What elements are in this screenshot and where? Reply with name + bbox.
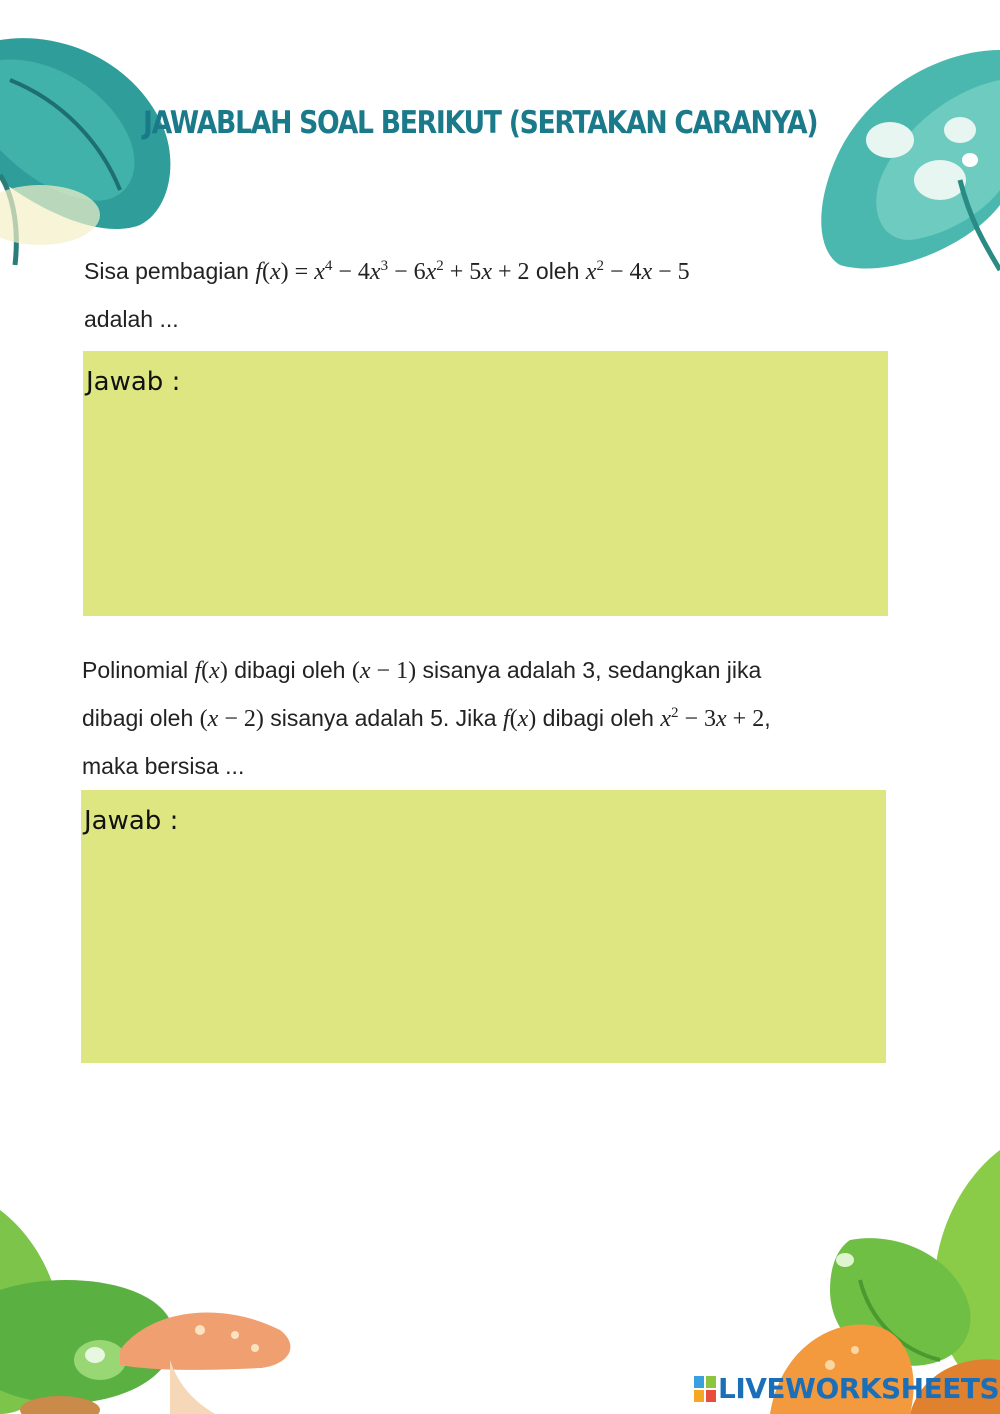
- question-2-text-f: dibagi oleh: [536, 705, 661, 731]
- question-2-text-a: Polinomial: [82, 657, 195, 683]
- question-2-line-1: [82, 647, 932, 695]
- liveworksheets-brand[interactable]: [694, 1372, 999, 1405]
- answer-box-2[interactable]: [81, 790, 886, 1063]
- question-2-text-b: dibagi oleh: [227, 657, 352, 683]
- question-2-text-d: dibagi oleh: [82, 705, 200, 731]
- question-2-divisor-1: (x − 1): [351, 658, 417, 684]
- answer-box-1[interactable]: [83, 351, 888, 616]
- question-2-text-c: sisanya adalah 3, sedangkan jika: [416, 657, 762, 683]
- question-1: [84, 248, 904, 343]
- question-2-divisor-3: $x^2 - 3x + 2$: [660, 705, 765, 732]
- question-1-polynomial: $f(x) = x^4 - 4x^3 - 6x^2 + 5x + 2$: [255, 258, 530, 285]
- question-2-line-2: [82, 695, 932, 743]
- question-1-text-b: oleh: [529, 258, 586, 284]
- answer-1-label: Jawab :: [86, 367, 181, 397]
- question-1-divisor: $x^2 - 4x - 5$: [585, 258, 690, 285]
- mushroom-bottom-left-decoration: [0, 1200, 310, 1414]
- liveworksheets-brand-text: LIVEWORKSHEETS: [718, 1372, 1000, 1405]
- question-2-function-2: f(x): [502, 706, 537, 732]
- question-1-line-2: adalah ...: [84, 306, 179, 332]
- question-1-line-1: [84, 248, 904, 296]
- question-2-function: f(x): [194, 658, 228, 684]
- answer-2-label: Jawab :: [84, 806, 179, 836]
- question-2-text-g: ,: [764, 705, 771, 731]
- leaf-top-right-decoration: [780, 30, 1000, 280]
- question-2-divisor-2: (x − 2): [199, 706, 264, 732]
- question-1-text-a: Sisa pembagian: [84, 258, 256, 284]
- question-2: [82, 647, 932, 790]
- page-title: JAWABLAH SOAL BERIKUT (SERTAKAN CARANYA): [143, 105, 818, 141]
- question-2-text-e: sisanya adalah 5. Jika: [263, 705, 503, 731]
- liveworksheets-logo-icon: [694, 1376, 716, 1402]
- question-2-line-3: maka bersisa ...: [82, 753, 245, 779]
